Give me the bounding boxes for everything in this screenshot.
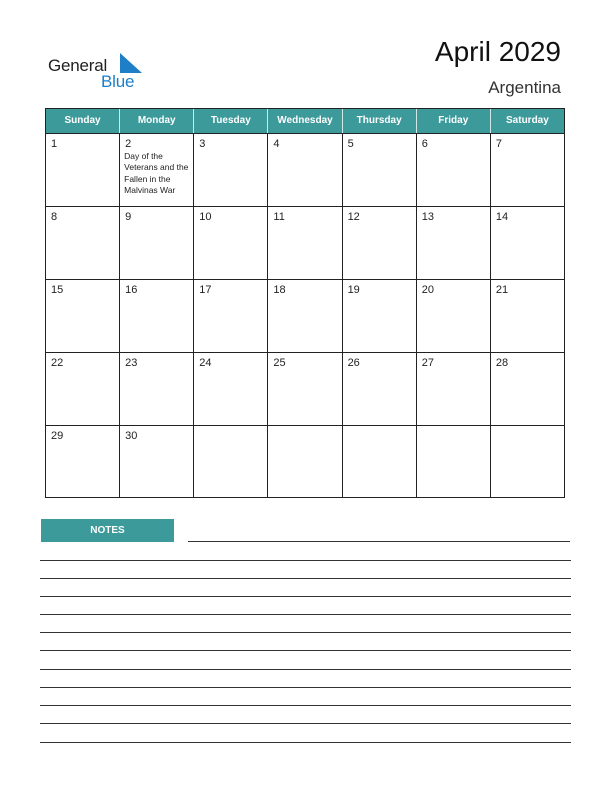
day-number: 30 (125, 430, 138, 442)
day-cell (46, 207, 119, 279)
weekday-tuesday: Tuesday (193, 109, 267, 133)
day-number: 2 (125, 138, 132, 150)
day-number: 26 (347, 357, 360, 369)
calendar-week-row (46, 133, 564, 206)
day-number: 28 (495, 357, 509, 369)
weekday-saturday: Saturday (490, 109, 564, 133)
day-cell (416, 207, 490, 279)
day-cell (193, 426, 267, 498)
notes-line (40, 596, 571, 597)
day-number: 9 (125, 211, 132, 223)
day-number: 29 (51, 430, 64, 442)
day-number: 19 (347, 284, 360, 296)
logo-triangle-icon (120, 53, 142, 73)
day-cell (119, 280, 193, 352)
logo-text-blue: Blue (101, 72, 135, 91)
day-number: 22 (51, 357, 64, 369)
day-cell (490, 134, 564, 206)
notes-line (40, 578, 571, 579)
day-cell (490, 280, 564, 352)
day-cell (490, 426, 564, 498)
day-cell (46, 426, 119, 498)
day-cell (46, 353, 119, 425)
day-number: 11 (273, 211, 285, 223)
day-number: 3 (199, 138, 206, 150)
day-cell (119, 207, 193, 279)
day-number: 12 (347, 211, 360, 223)
calendar-week-row (46, 206, 564, 279)
day-number: 16 (125, 284, 138, 296)
day-cell (416, 134, 490, 206)
day-cell (193, 353, 267, 425)
day-number: 1 (51, 138, 58, 150)
day-cell (342, 280, 416, 352)
day-cell (193, 207, 267, 279)
generalblue-logo (48, 52, 158, 94)
day-number: 8 (51, 211, 58, 223)
day-number: 5 (347, 138, 354, 150)
calendar-grid (45, 108, 565, 498)
weekday-monday: Monday (119, 109, 193, 133)
notes-line (40, 560, 571, 561)
weekday-wednesday: Wednesday (267, 109, 341, 133)
day-number: 17 (199, 284, 212, 296)
day-cell (119, 353, 193, 425)
day-number: 24 (199, 357, 212, 369)
notes-line (40, 669, 571, 670)
weekday-thursday: Thursday (342, 109, 416, 133)
notes-line (40, 687, 571, 688)
day-cell (416, 280, 490, 352)
notes-line (40, 614, 571, 615)
day-cell (193, 280, 267, 352)
day-number: 7 (495, 138, 502, 150)
notes-line (40, 742, 571, 743)
day-number: 14 (495, 211, 509, 223)
holiday-label: Day of the Veterans and the Fallen in the Malvinas War (124, 151, 189, 195)
day-cell (119, 426, 193, 498)
day-cell (490, 353, 564, 425)
day-cell (46, 280, 119, 352)
calendar-week-row (46, 279, 564, 352)
page-title: April 2029 (434, 36, 561, 67)
country-subtitle: Argentina (488, 78, 561, 97)
day-cell (416, 353, 490, 425)
notes-line (40, 632, 571, 633)
notes-label: NOTES (41, 519, 174, 542)
day-number: 18 (273, 284, 286, 296)
day-number: 21 (495, 284, 509, 296)
day-cell (193, 134, 267, 206)
day-number: 15 (51, 284, 64, 296)
day-number: 25 (273, 357, 286, 369)
day-cell (46, 134, 119, 206)
notes-line (40, 705, 571, 706)
day-number: 23 (125, 357, 138, 369)
day-cell (342, 207, 416, 279)
weekday-header-row (46, 109, 564, 133)
day-cell (342, 426, 416, 498)
weekday-sunday: Sunday (64, 115, 101, 126)
weekday-friday: Friday (416, 109, 490, 133)
day-number: 13 (421, 211, 434, 223)
day-cell (342, 353, 416, 425)
day-number: 20 (421, 284, 434, 296)
day-cell (119, 134, 193, 206)
day-number: 6 (421, 138, 428, 150)
day-number: 27 (421, 357, 434, 369)
day-cell (267, 426, 341, 498)
notes-line (40, 650, 571, 651)
day-cell (267, 353, 341, 425)
calendar-week-row (46, 425, 564, 498)
day-cell (267, 280, 341, 352)
calendar-weeks (46, 133, 564, 498)
day-cell (342, 134, 416, 206)
day-cell (490, 207, 564, 279)
logo-text-general: General (48, 56, 108, 75)
day-number: 10 (199, 211, 212, 223)
day-cell (416, 426, 490, 498)
day-cell (267, 134, 341, 206)
day-cell (267, 207, 341, 279)
notes-line (188, 541, 570, 542)
calendar-week-row (46, 352, 564, 425)
day-number: 4 (273, 138, 280, 150)
notes-line (40, 723, 571, 724)
